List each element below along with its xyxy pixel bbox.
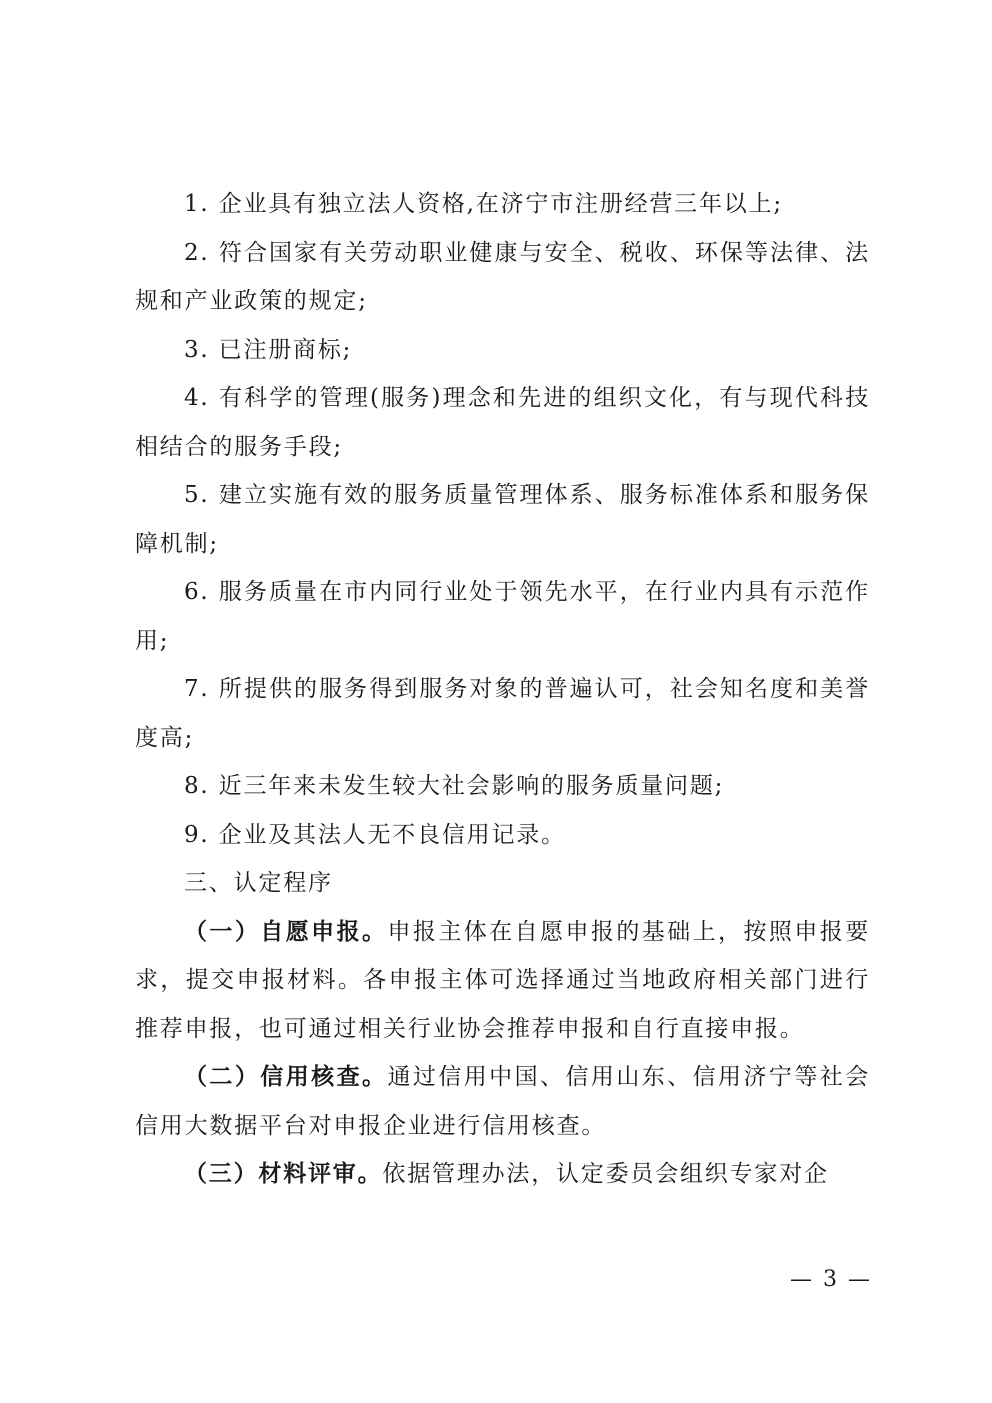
criterion-1: 1. 企业具有独立法人资格,在济宁市注册经营三年以上; [184,191,783,217]
procedure-3-lead: （三）材料评审。 [184,1160,383,1187]
criterion-8: 8. 近三年来未发生较大社会影响的服务质量问题; [184,773,725,799]
procedure-2-lead: （二）信用核查。 [184,1063,388,1090]
procedure-2-text: 通过信用中国、信用山东、信用济宁等社会信用大数据平台对申报企业进行信用核查。 [135,1064,871,1139]
section-heading: 三、认定程序 [184,870,333,896]
document-body [135,180,870,1199]
procedure-2 [135,1053,870,1150]
procedure-3 [135,1150,870,1199]
procedure-1-text: 申报主体在自愿申报的基础上，按照申报要求，提交申报材料。各申报主体可选择通过当地政府相关部门进行推荐申报，也可通过相关行业协会推荐申报和自行直接申报。 [135,918,871,1042]
criterion-2: 2. 符合国家有关劳动职业健康与安全、税收、环保等法律、法规和产业政策的规定; [135,239,870,314]
criterion-7: 7. 所提供的服务得到服务对象的普遍认可，社会知名度和美誉度高; [135,676,870,751]
criterion-5: 5. 建立实施有效的服务质量管理体系、服务标准体系和服务保障机制; [135,482,870,557]
criterion-3: 3. 已注册商标; [184,336,353,363]
procedure-1-lead: （一）自愿申报。 [184,917,388,945]
procedure-3-text: 依据管理办法，认定委员会组织专家对企 [382,1161,829,1187]
page-number: — 3 — [790,1267,872,1292]
criterion-4: 4. 有科学的管理(服务)理念和先进的组织文化，有与现代科技相结合的服务手段; [135,385,870,460]
criterion-9: 9. 企业及其法人无不良信用记录。 [184,821,566,848]
criterion-6: 6. 服务质量在市内同行业处于领先水平，在行业内具有示范作用; [135,579,870,654]
procedure-1 [135,908,870,1054]
